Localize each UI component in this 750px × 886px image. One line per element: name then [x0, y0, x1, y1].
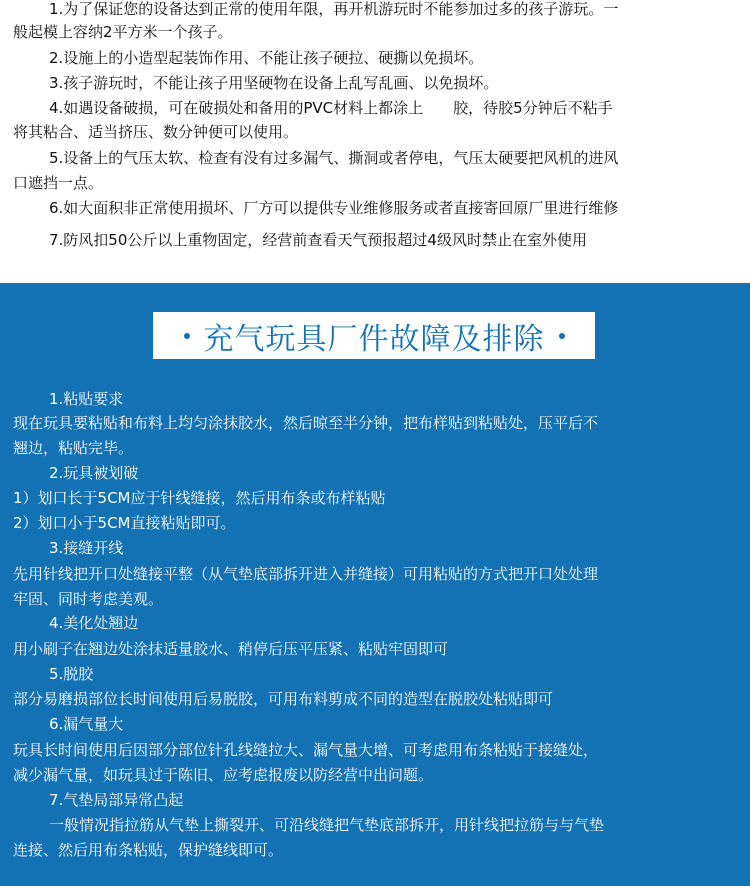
- note-line: 3.孩子游玩时，不能让孩子用坚硬物在设备上乱写乱画、以免损坏。: [49, 74, 499, 92]
- heading-gluing: 1.粘贴要求: [49, 390, 124, 408]
- body-line: 一般情况指拉筋从气垫上撕裂开、可沿线缝把气垫底部拆开，用针线把拉筋与与气垫: [49, 816, 605, 834]
- heading-glue-off: 5.脱胶: [49, 665, 94, 683]
- body-line: 1）划口长于5CM应于针线缝接，然后用布条或布样粘贴: [13, 489, 386, 507]
- note-line: 口遮挡一点。: [13, 174, 104, 192]
- note-line: 6.如大面积非正常使用损坏、厂方可以提供专业维修服务或者直接寄回原厂里进行维修: [49, 199, 619, 217]
- heading-seam-open: 3.接缝开线: [49, 539, 124, 557]
- body-line: 用小刷子在翘边处涂抹适量胶水、稍停后压平压紧、粘贴牢固即可: [13, 640, 449, 658]
- body-line: 牢固、同时考虑美观。: [13, 590, 164, 608]
- note-line: 4.如遇设备破损，可在破损处和备用的PVC材料上都涂上 胶，待胶5分钟后不粘手: [49, 99, 613, 117]
- note-line: 5.设备上的气压太软、检查有没有过多漏气、撕洞或者停电，气压太硬要把风机的进风: [49, 149, 619, 167]
- body-line: 减少漏气量，如玩具过于陈旧、应考虑报废以防经营中出问题。: [13, 766, 434, 784]
- body-line: 连接、然后用布条粘贴，保护缝线即可。: [13, 841, 284, 859]
- section-title: 充气玩具厂件故障及排除: [203, 321, 545, 357]
- note-line: 2.设施上的小造型起装饰作用、不能让孩子硬拉、硬撕以免损坏。: [49, 49, 484, 67]
- body-line: 先用针线把开口处缝接平整（从气垫底部拆开进入并缝接）可用粘贴的方式把开口处处理: [13, 565, 599, 583]
- section-title-box: [153, 312, 595, 359]
- heading-edge-curl: 4.美化处翘边: [49, 614, 139, 632]
- heading-scratched: 2.玩具被划破: [49, 464, 139, 482]
- body-line: 翘边，粘贴完毕。: [13, 439, 134, 457]
- heading-air-leak: 6.漏气量大: [49, 715, 124, 733]
- heading-bulge: 7.气垫局部异常凸起: [49, 791, 184, 809]
- body-line: 部分易磨损部位长时间使用后易脱胶，可用布料剪成不同的造型在脱胶处粘贴即可: [13, 690, 554, 708]
- body-line: 玩具长时间使用后因部分部位针孔线缝拉大、漏气量大增、可考虑用布条粘贴于接缝处，: [13, 741, 599, 759]
- note-line: 7.防风扣50公斤以上重物固定，经营前查看天气预报超过4级风时禁止在室外使用: [49, 231, 587, 249]
- bullet-dot-left: [184, 333, 190, 339]
- bullet-dot-right: [559, 333, 565, 339]
- maintenance-notes: [0, 0, 750, 283]
- note-line: 般起模上容纳2平方米一个孩子。: [13, 23, 233, 41]
- note-line: 将其粘合、适当挤压、数分钟便可以使用。: [13, 123, 299, 141]
- note-line: 1.为了保证您的设备达到正常的使用年限，再开机游玩时不能参加过多的孩子游玩。一: [49, 0, 619, 18]
- troubleshooting-panel: [0, 283, 750, 886]
- body-line: 现在玩具要粘贴和布料上均匀涂抹胶水，然后晾至半分钟，把布样贴到粘贴处，压平后不: [13, 414, 599, 432]
- body-line: 2）划口小于5CM直接粘贴即可。: [13, 514, 236, 532]
